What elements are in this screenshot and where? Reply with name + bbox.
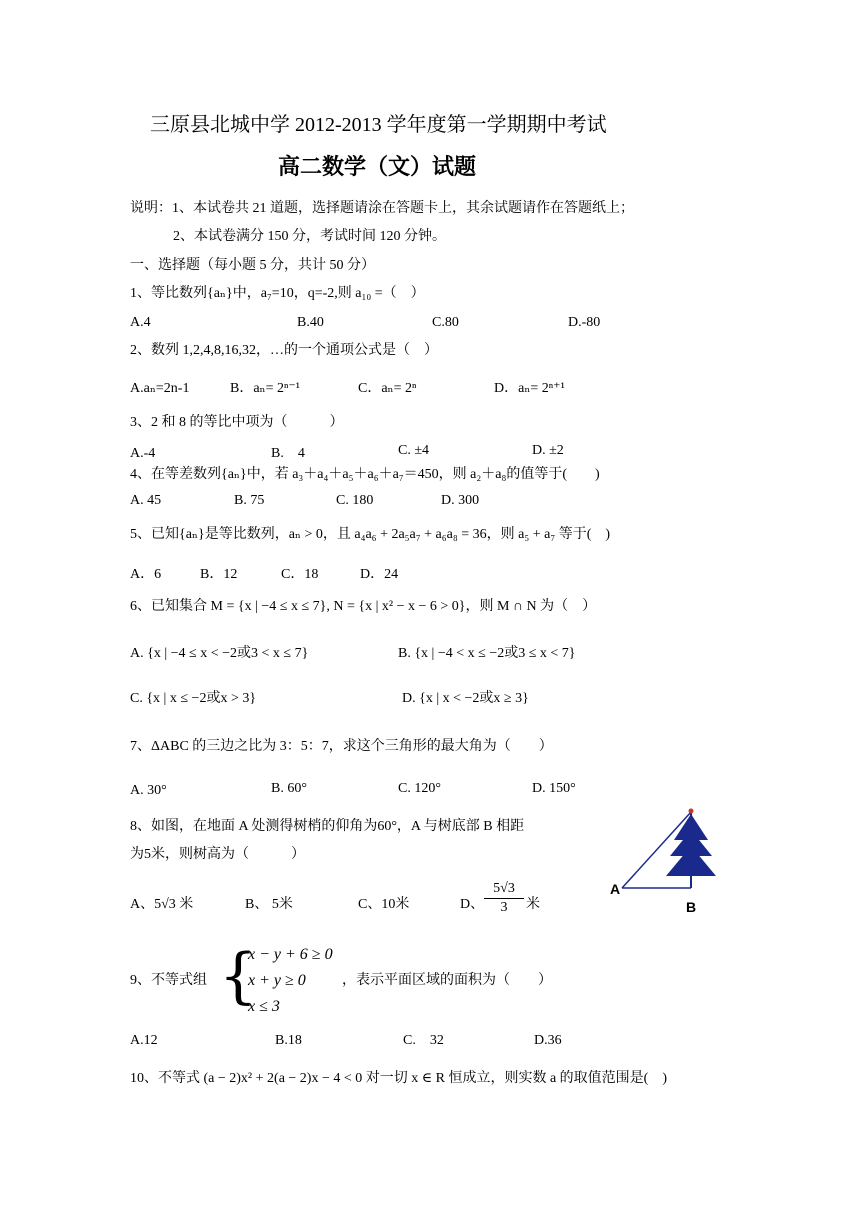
question-2-option-b[interactable]: B．aₙ= 2ⁿ⁻¹ xyxy=(230,381,300,396)
tree-figure xyxy=(600,800,730,920)
question-3-option-a[interactable]: A.-4 xyxy=(130,446,156,461)
question-10-stem: 10、不等式 (a − 2)x² + 2(a − 2)x − 4 < 0 对一切 x ∈ R 恒成立，则实数 a 的取值范围是( ) xyxy=(130,1071,667,1086)
fraction-numerator: 5√3 xyxy=(484,880,524,899)
question-5-stem: 5、已知{aₙ}是等比数列，aₙ > 0，且 a₄a₆ + 2a₅a₇ + a₆a₈ = 36，则 a₅ + a₇ 等于( ) xyxy=(130,527,611,542)
question-6-option-c[interactable]: C. {x | x ≤ −2或x > 3} xyxy=(130,691,257,706)
instruction-line-1: 说明：1、本试卷共 21 道题，选择题请涂在答题卡上，其余试题请作在答题纸上； xyxy=(130,201,634,216)
system-line-1: x − y + 6 ≥ 0 xyxy=(248,946,333,963)
page-title: 高二数学（文）试题 xyxy=(278,154,477,179)
school-exam-title: 三原县北城中学 2012-2013 学年度第一学期期中考试 xyxy=(150,114,607,136)
question-9-option-b[interactable]: B.18 xyxy=(275,1033,302,1048)
question-7-option-d[interactable]: D. 150° xyxy=(532,781,576,796)
question-7-option-b[interactable]: B. 60° xyxy=(271,781,307,796)
question-1-option-b[interactable]: B.40 xyxy=(297,315,324,330)
question-3-option-b[interactable]: B. 4 xyxy=(271,446,305,461)
question-7-stem: 7、ΔABC 的三边之比为 3：5：7，求这个三角形的最大角为（ ） xyxy=(130,739,553,754)
question-5-option-b[interactable]: B．12 xyxy=(200,567,238,582)
point-b-label: B xyxy=(686,899,697,915)
question-8-option-c[interactable]: C、10米 xyxy=(358,897,410,912)
tree-bottom-tier xyxy=(666,846,716,876)
tree-tip-point xyxy=(689,809,694,814)
question-8-option-d-unit: 米 xyxy=(526,897,540,912)
question-6-option-b[interactable]: B. {x | −4 < x ≤ −2或3 ≤ x < 7} xyxy=(398,646,576,661)
question-9-option-c[interactable]: C. 32 xyxy=(403,1033,444,1048)
question-7-option-c[interactable]: C. 120° xyxy=(398,781,441,796)
question-4-option-a[interactable]: A. 45 xyxy=(130,493,162,508)
question-8-option-d-fraction xyxy=(484,880,524,917)
question-5-option-a[interactable]: A．6 xyxy=(130,567,162,582)
system-brace: { xyxy=(219,941,258,1011)
question-9-option-a[interactable]: A.12 xyxy=(130,1033,158,1048)
question-8-stem-line-2: 为5米，则树高为（ ） xyxy=(130,847,305,862)
question-1-option-c[interactable]: C.80 xyxy=(432,315,459,330)
question-8-stem-line-1: 8、如图，在地面 A 处测得树梢的仰角为60°，A 与树底部 B 相距 xyxy=(130,819,525,834)
question-1-stem: 1、等比数列{aₙ}中，a₇=10，q=-2,则 a₁₀ =（ ） xyxy=(130,286,425,301)
question-6-option-a[interactable]: A. {x | −4 ≤ x < −2或3 < x ≤ 7} xyxy=(130,646,309,661)
question-1-option-a[interactable]: A.4 xyxy=(130,315,151,330)
question-4-stem: 4、在等差数列{aₙ}中，若 a₃＋a₄＋a₅＋a₆＋a₇＝450，则 a₂＋a₈的值等于( ) xyxy=(130,467,600,482)
question-4-option-d[interactable]: D. 300 xyxy=(441,493,480,508)
question-5-option-d[interactable]: D．24 xyxy=(360,567,399,582)
question-8-option-d[interactable]: D、 xyxy=(460,897,485,912)
question-2-option-c[interactable]: C．aₙ= 2ⁿ xyxy=(358,381,417,396)
section-heading: 一、选择题（每小题 5 分，共计 50 分） xyxy=(130,258,375,273)
question-3-option-c[interactable]: C. ±4 xyxy=(398,443,430,458)
question-9-prefix: 9、不等式组 xyxy=(130,973,207,988)
question-4-option-b[interactable]: B. 75 xyxy=(234,493,265,508)
question-9-option-d[interactable]: D.36 xyxy=(534,1033,562,1048)
point-a-label: A xyxy=(610,881,621,897)
question-5-option-c[interactable]: C．18 xyxy=(281,567,319,582)
question-3-stem: 3、2 和 8 的等比中项为（ ） xyxy=(130,415,344,430)
question-9-suffix: ，表示平面区域的面积为（ ） xyxy=(342,973,552,988)
question-6-stem: 6、已知集合 M = {x | −4 ≤ x ≤ 7}, N = {x | x² − x − 6 > 0}，则 M ∩ N 为（ ） xyxy=(130,599,597,614)
question-2-stem: 2、数列 1,2,4,8,16,32，…的一个通项公式是（ ） xyxy=(130,343,438,358)
question-8-option-b[interactable]: B、 5米 xyxy=(245,897,293,912)
question-7-option-a[interactable]: A. 30° xyxy=(130,783,167,798)
system-line-2: x + y ≥ 0 xyxy=(248,972,306,989)
question-3-option-d[interactable]: D. ±2 xyxy=(532,443,564,458)
question-8-option-a[interactable]: A、5√3 米 xyxy=(130,897,194,912)
question-6-option-d[interactable]: D. {x | x < −2或x ≥ 3} xyxy=(402,691,529,706)
question-1-option-d[interactable]: D.-80 xyxy=(568,315,601,330)
question-2-option-a[interactable]: A.aₙ=2n-1 xyxy=(130,381,190,396)
system-line-3: x ≤ 3 xyxy=(248,998,280,1015)
fraction-denominator: 3 xyxy=(500,900,508,915)
question-4-option-c[interactable]: C. 180 xyxy=(336,493,374,508)
question-2-option-d[interactable]: D．aₙ= 2ⁿ⁺¹ xyxy=(494,381,565,396)
instruction-line-2: 2、本试卷满分 150 分，考试时间 120 分钟。 xyxy=(173,229,446,244)
